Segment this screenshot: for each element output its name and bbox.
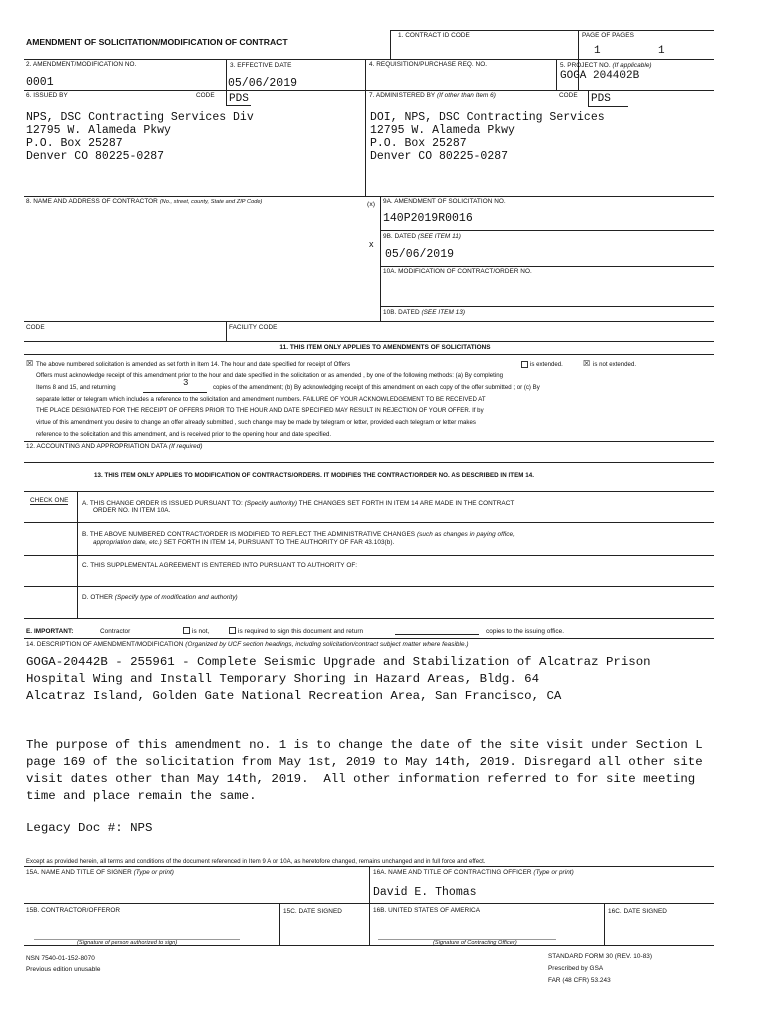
item11-text: reference to the solicitation and this amendment, and is received prior to the opening hour and date specified. <box>36 431 332 438</box>
contractor-date-label: 15C. DATE SIGNED <box>283 908 342 915</box>
administered-by-code-label: CODE <box>559 92 578 99</box>
page-number: 1 <box>594 45 601 57</box>
accounting-label: 12. ACCOUNTING AND APPROPRIATION DATA (If required) <box>26 443 203 450</box>
extended-checkbox[interactable] <box>521 361 528 368</box>
signature-officer-label: (Signature of Contracting Officer) <box>433 940 517 946</box>
item11-copies-text: copies of the amendment; (b) By acknowledging receipt of this amendment on each copy of the offer submitted ; or (c) By <box>213 384 540 391</box>
effective-date-label: 3. EFFECTIVE DATE <box>230 62 292 69</box>
copies-issuing-label: copies to the issuing office. <box>486 628 565 635</box>
item13-b: B. THE ABOVE NUMBERED CONTRACT/ORDER IS MODIFIED TO REFLECT THE ADMINISTRATIVE CHANGES (such as changes in paying office, <box>82 531 515 538</box>
amendment-no-label: 2. AMENDMENT/MODIFICATION NO. <box>26 61 137 68</box>
item13-c: C. THIS SUPPLEMENTAL AGREEMENT IS ENTERED INTO PURSUANT TO AUTHORITY OF: <box>82 562 358 569</box>
page-label: PAGE OF PAGES <box>582 32 634 39</box>
administered-by-label: 7. ADMINISTERED BY (If other than Item 6) <box>369 92 496 99</box>
contractor-offeror-label: 15B. CONTRACTOR/OFFEROR <box>26 907 121 914</box>
officer-date-label: 16C. DATE SIGNED <box>608 908 667 915</box>
extended-label: is extended. <box>530 361 563 368</box>
nsn-number: NSN 7540-01-152-8070 <box>26 955 95 962</box>
item11-heading: 11. THIS ITEM ONLY APPLIES TO AMENDMENTS OF SOLICITATIONS <box>279 344 491 351</box>
administered-by-code-value: PDS <box>591 93 611 105</box>
item13-d: D. OTHER (Specify type of modification and authority) <box>82 594 238 601</box>
item13-a: A. THIS CHANGE ORDER IS ISSUED PURSUANT TO: (Specify authority) THE CHANGES SET FORTH IN ITEM 14 ARE MADE IN THE CONTRACT <box>82 500 515 507</box>
project-no-value: GOGA 204402B <box>560 70 640 82</box>
legacy-doc: Legacy Doc #: NPS <box>26 821 153 835</box>
dated-9b-value: 05/06/2019 <box>385 248 455 261</box>
solicitation-no-value: 140P2019R0016 <box>383 212 473 225</box>
contractor-address-label: 8. NAME AND ADDRESS OF CONTRACTOR (No., street, county, State and ZIP Code) <box>26 198 263 205</box>
signer-name-label: 15A. NAME AND TITLE OF SIGNER (Type or print) <box>26 869 174 876</box>
contract-id-label: 1. CONTRACT ID CODE <box>398 32 470 39</box>
contractor-code-label: CODE <box>26 324 45 331</box>
is-required-label: is required to sign this document and return <box>238 628 364 635</box>
important-contractor: Contractor <box>100 628 131 635</box>
far-reference: FAR (48 CFR) 53.243 <box>548 977 611 984</box>
item13-b-line2: appropriation date, etc.) SET FORTH IN ITEM 14, PURSUANT TO THE AUTHORITY OF FAR 43.103(b). <box>93 539 395 546</box>
item13-a-line2: ORDER NO. IN ITEM 10A. <box>93 507 171 514</box>
page-total: 1 <box>658 45 665 57</box>
item11-text: THE PLACE DESIGNATED FOR THE RECEIPT OF OFFERS PRIOR TO THE HOUR AND DATE SPECIFIED MAY RESULT IN REJECTION OF YOUR OFFER. If by <box>36 407 484 414</box>
issued-by-label: 6. ISSUED BY <box>26 92 68 99</box>
item11-text: virtue of this amendment you desire to change an offer already submitted , such change may be made by telegram or letter, provided each telegram or letter makes <box>36 419 476 426</box>
description-label: 14. DESCRIPTION OF AMENDMENT/MODIFICATION (Organized by UCF section headings, including solicitation/contract subject matter where feasible.) <box>26 641 469 648</box>
usa-label: 16B. UNITED STATES OF AMERICA <box>373 907 481 914</box>
effective-date-value: 05/06/2019 <box>228 77 298 90</box>
is-required-checkbox[interactable] <box>229 627 236 634</box>
issued-by-code-value: PDS <box>229 93 249 105</box>
item11-text: separate letter or telegram which includes a reference to the solicitation and amendment numbers. FAILURE OF YOUR ACKNOWLEDGEMENT TO BE RECEIVED AT <box>36 396 486 403</box>
amendment-no-value: 0001 <box>26 76 54 89</box>
x-column-label: (x) <box>367 201 376 208</box>
item11-text: Items 8 and 15, and returning <box>36 384 116 391</box>
previous-edition: Previous edition unusable <box>26 966 101 973</box>
solicitation-no-label: 9A. AMENDMENT OF SOLICITATION NO. <box>383 198 506 205</box>
project-no-label: 5. PROJECT NO. (If applicable) <box>560 62 652 69</box>
signature-person-label: (Signature of person authorized to sign) <box>77 940 178 946</box>
item11-text: Offers must acknowledge receipt of this amendment prior to the hour and date specified in the solicitation or as amended , by one of the following methods: (a) By completing <box>36 372 503 379</box>
facility-code-label: FACILITY CODE <box>229 324 278 331</box>
dated-9b-label: 9B. DATED (SEE ITEM 11) <box>383 233 461 240</box>
dated-10b-label: 10B. DATED (SEE ITEM 13) <box>383 309 466 316</box>
not-extended-label: is not extended. <box>593 361 637 368</box>
standard-form: STANDARD FORM 30 (REV. 10-83) <box>548 953 653 960</box>
is-not-checkbox[interactable] <box>183 627 190 634</box>
form-title: AMENDMENT OF SOLICITATION/MODIFICATION OF CONTRACT <box>26 37 288 47</box>
except-text: Except as provided herein, all terms and conditions of the document referenced in Item 9 A or 10A, as heretofore changed, remains unchanged and in full force and effect. <box>26 859 486 865</box>
copies-count: 3 <box>183 378 189 388</box>
issued-by-code-label: CODE <box>196 92 215 99</box>
modification-no-label: 10A. MODIFICATION OF CONTRACT/ORDER NO. <box>383 268 532 275</box>
item11-checkbox-checked[interactable]: ☒ <box>26 359 34 368</box>
item13-heading: 13. THIS ITEM ONLY APPLIES TO MODIFICATION OF CONTRACTS/ORDERS. IT MODIFIES THE CONTRACT/ORDER NO. AS DESCRIBED IN ITEM 14. <box>94 472 534 479</box>
prescribed-by: Prescribed by GSA <box>548 965 604 972</box>
officer-name-value: David E. Thomas <box>373 886 477 899</box>
not-extended-checkbox[interactable]: ☒ <box>583 359 591 368</box>
check-one-label: CHECK ONE <box>30 497 69 504</box>
dated-9b-mark: x <box>369 239 374 249</box>
item11-line1: The above numbered solicitation is amended as set forth in Item 14. The hour and date specified for receipt of Offers <box>36 361 351 368</box>
officer-name-label: 16A. NAME AND TITLE OF CONTRACTING OFFICER (Type or print) <box>373 869 574 876</box>
important-label: E. IMPORTANT: <box>26 628 74 635</box>
is-not-label: is not, <box>192 628 210 635</box>
requisition-label: 4. REQUISITION/PURCHASE REQ. NO. <box>369 61 488 68</box>
